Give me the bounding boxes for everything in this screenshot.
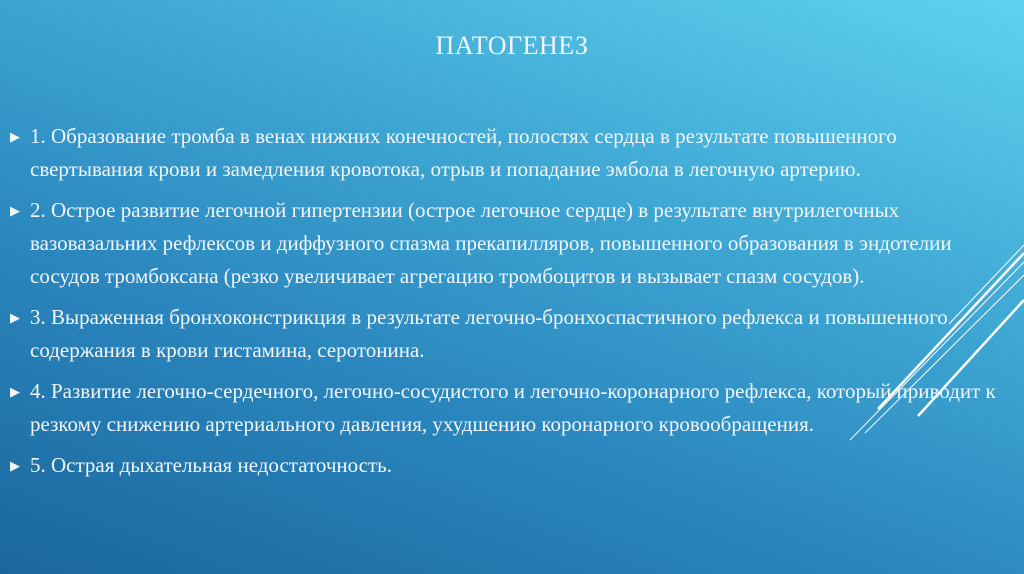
item-text: 1. Образование тромба в венах нижних конечностей, полостях сердца в результате повышенного свертывания крови и замедления кровотока, отрыв и попадание эмбола в легочную артерию. [30,124,897,181]
item-text: 3. Выраженная бронхоконстрикция в результате легочно-бронхоспастичного рефлекса и повышенного содержания в крови гистамина, серотонина. [30,305,948,362]
triangle-bullet-icon: ▶ [10,310,20,325]
list-item [10,301,1000,367]
list-item [10,375,1000,441]
item-text: 5. Острая дыхательная недостаточность. [30,453,392,477]
list-item [10,120,1000,186]
triangle-bullet-icon: ▶ [10,129,20,144]
item-text: 2. Острое развитие легочной гипертензии (острое легочное сердце) в результате внутрилегочных вазовазальних рефлексов и диффузного спазма прекапилляров, повышенного образования в эндотелии сосудов тромбоксана (резко увеличивает агрегацию тромбоцитов и вызывает спазм сосудов). [30,198,952,288]
triangle-bullet-icon: ▶ [10,384,20,399]
bullet-list [10,120,1000,490]
triangle-bullet-icon: ▶ [10,203,20,218]
slide-title: ПАТОГЕНЕЗ [435,31,589,60]
item-text: 4. Развитие легочно-сердечного, легочно-сосудистого и легочно-коронарного рефлекса, который приводит к резкому снижению артериального давления, ухудшению коронарного кровообращения. [30,379,996,436]
triangle-bullet-icon: ▶ [10,458,20,473]
list-item [10,194,1000,293]
list-item [10,449,1000,482]
